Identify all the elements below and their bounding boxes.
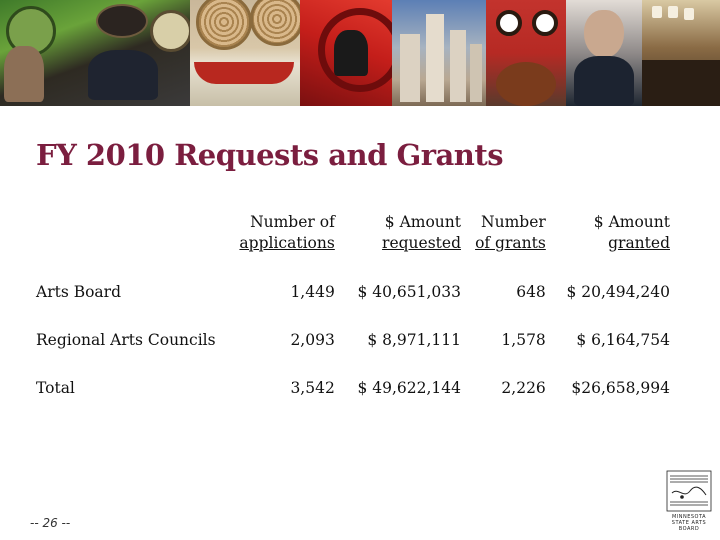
header-granted-line1: $ Amount [593, 213, 670, 231]
header-grants-line1: Number [481, 213, 546, 231]
cell-requested: $ 8,971,111 [367, 331, 461, 349]
requests-grants-table [36, 212, 670, 412]
header-amount-requested [335, 212, 461, 268]
table-header-row [36, 212, 670, 268]
photo-banner [0, 0, 720, 106]
cell-applications: 2,093 [290, 331, 335, 349]
header-amount-granted [546, 212, 670, 268]
cell-granted: $ 6,164,754 [576, 331, 670, 349]
cell-grants: 1,578 [501, 331, 546, 349]
drums-photo [0, 0, 190, 106]
singer-photo [566, 0, 642, 106]
header-applications [238, 212, 335, 268]
header-requested-line2: requested [382, 234, 461, 252]
cell-applications: 1,449 [290, 283, 335, 301]
cell-applications: 3,542 [290, 379, 335, 397]
cell-granted: $26,658,994 [571, 379, 670, 397]
cell-grants: 648 [516, 283, 546, 301]
canoe-painting-photo [190, 0, 300, 106]
header-grants-line2: of grants [475, 234, 546, 252]
aerial-performer-photo [300, 0, 392, 106]
violinist-photo [486, 0, 566, 106]
page-title: FY 2010 Requests and Grants [36, 138, 504, 172]
page-number: -- 26 -- [30, 516, 71, 530]
logo-caption-line2: STATE ARTS BOARD [671, 520, 707, 532]
row-label: Total [36, 379, 75, 397]
row-label: Regional Arts Councils [36, 331, 216, 349]
table-row [36, 316, 670, 364]
cell-grants: 2,226 [501, 379, 546, 397]
logo-caption-line1: MINNESOTA [671, 514, 707, 520]
architecture-photo [392, 0, 486, 106]
header-requested-line1: $ Amount [384, 213, 461, 231]
cell-requested: $ 40,651,033 [357, 283, 461, 301]
row-label: Arts Board [36, 283, 122, 301]
theater-interior-photo [642, 0, 720, 106]
header-granted-line2: granted [608, 234, 670, 252]
logo-caption [664, 514, 714, 532]
header-number-of-grants [461, 212, 546, 268]
table-row [36, 268, 670, 316]
cell-requested: $ 49,622,144 [357, 379, 461, 397]
table-row [36, 364, 670, 412]
header-applications-line2: applications [239, 234, 335, 252]
header-applications-line1: Number of [250, 213, 335, 231]
cell-granted: $ 20,494,240 [566, 283, 670, 301]
header-empty [36, 212, 238, 268]
